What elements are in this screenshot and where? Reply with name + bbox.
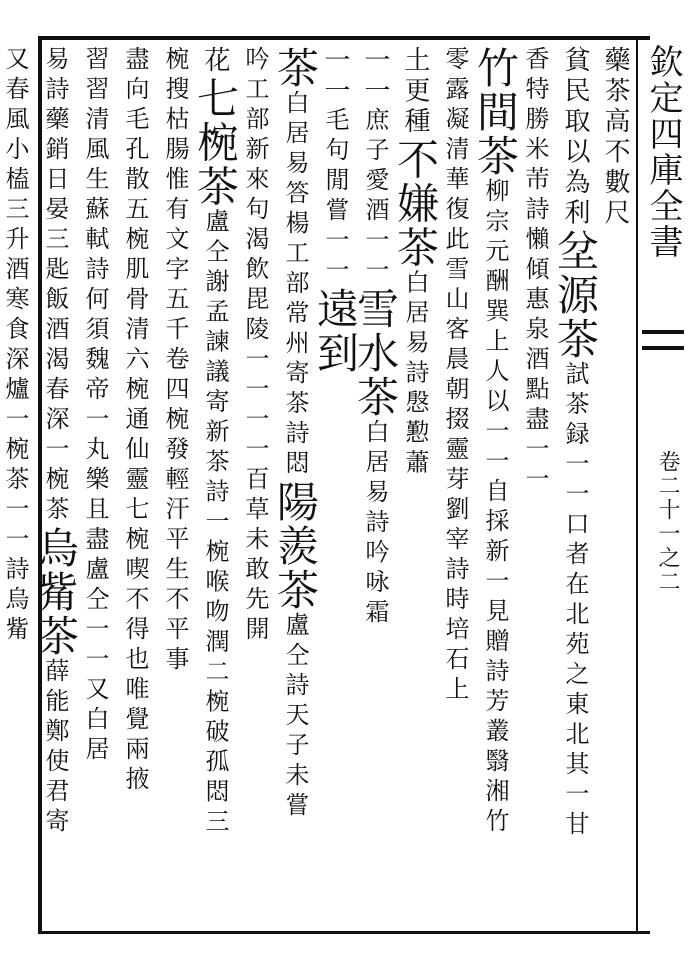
- text-column: [271, 46, 320, 926]
- entry-heading: 烏觜茶: [31, 526, 80, 658]
- entry-heading: 陽羨茶: [271, 480, 320, 612]
- entry-heading: 遠到: [311, 287, 360, 375]
- text-segment: 香特勝米芾詩懶傾惠泉酒點盡一一: [521, 46, 549, 496]
- text-column: [595, 46, 635, 926]
- text-segment: 白居易答楊工部常州寄茶詩悶: [281, 90, 309, 480]
- fish-tail-ornament: [642, 330, 684, 350]
- text-segment: 試茶録一一口者在北苑之東北其一甘: [561, 361, 589, 841]
- entry-heading: 竹間茶: [471, 46, 520, 178]
- text-column: [155, 46, 195, 926]
- book-title: 欽定四庫全書: [643, 44, 683, 260]
- text-segment: 一一: [360, 46, 390, 107]
- text-column: [115, 46, 155, 926]
- text-segment: 毛句閒嘗一一: [321, 107, 349, 287]
- text-segment: 白居易詩吟咏霜: [361, 419, 389, 629]
- text-segment: 一一百草未敢先開: [241, 406, 269, 646]
- entry-heading: 雪水茶: [351, 287, 400, 419]
- text-columns: [1, 46, 635, 926]
- text-segment: 一一: [320, 46, 350, 107]
- text-segment: 土更種: [400, 46, 430, 138]
- text-segment: 習習清風生蘇軾詩何須魏帝一丸樂且盡盧仝一一又白居: [81, 46, 109, 766]
- text-segment: 一一詩烏觜: [1, 496, 29, 646]
- volume-label: 卷二十一之二: [655, 450, 680, 594]
- text-column: [391, 46, 440, 926]
- text-segment: 椀搜枯腸惟有文字五千卷四椀發輕汗平生不平事: [161, 46, 189, 676]
- text-column: [75, 46, 115, 926]
- text-segment: 盡向毛孔散五椀肌骨清六椀通仙靈七椀喫不得也唯覺兩掖: [121, 46, 149, 796]
- text-segment: 易詩藥銷日晏三匙飯酒渴春深一椀茶: [41, 46, 69, 526]
- text-column: [0, 46, 35, 926]
- text-column: [435, 46, 475, 926]
- text-column: [311, 46, 360, 926]
- text-column: [551, 46, 600, 926]
- entry-heading: 不嫌茶: [391, 137, 440, 270]
- text-segment: 庶子愛酒一一: [361, 107, 389, 287]
- page-marginalia: [642, 40, 684, 930]
- text-segment: 吟工部新來句渴飲毘陵一一: [241, 46, 269, 406]
- text-segment: 花: [200, 46, 230, 77]
- text-column: [351, 46, 400, 926]
- text-segment: 盧仝謝孟諫議寄新茶詩一椀喉吻潤二椀破孤悶三: [201, 208, 229, 839]
- entry-heading: 七椀茶: [191, 76, 240, 209]
- text-column: [515, 46, 555, 926]
- margin-rule: [636, 36, 638, 934]
- text-segment: 藥茶高不數尺: [600, 46, 630, 229]
- text-column: [31, 46, 80, 926]
- entry-heading: 坌源茶: [551, 229, 600, 361]
- text-segment: 又春風小榼三升酒寒食深爐一椀茶: [1, 46, 29, 496]
- text-segment: 貧民取以為利: [560, 46, 590, 229]
- text-column: [191, 46, 240, 926]
- text-segment: 零露凝清華復此雪山客晨朝掇靈芽劉宰詩時培石上: [441, 46, 469, 706]
- text-segment: 薛能鄭使君寄: [41, 658, 69, 838]
- text-segment: 盧仝詩天子未嘗: [281, 612, 309, 822]
- text-column: [235, 46, 275, 926]
- text-segment: 柳宗元酬巽上人以一一自採新一見贈詩芳叢翳湘竹: [481, 178, 509, 838]
- entry-heading: 茶: [271, 46, 320, 90]
- text-column: [471, 46, 520, 926]
- text-segment: 白居易詩慇懃蕭: [401, 269, 429, 480]
